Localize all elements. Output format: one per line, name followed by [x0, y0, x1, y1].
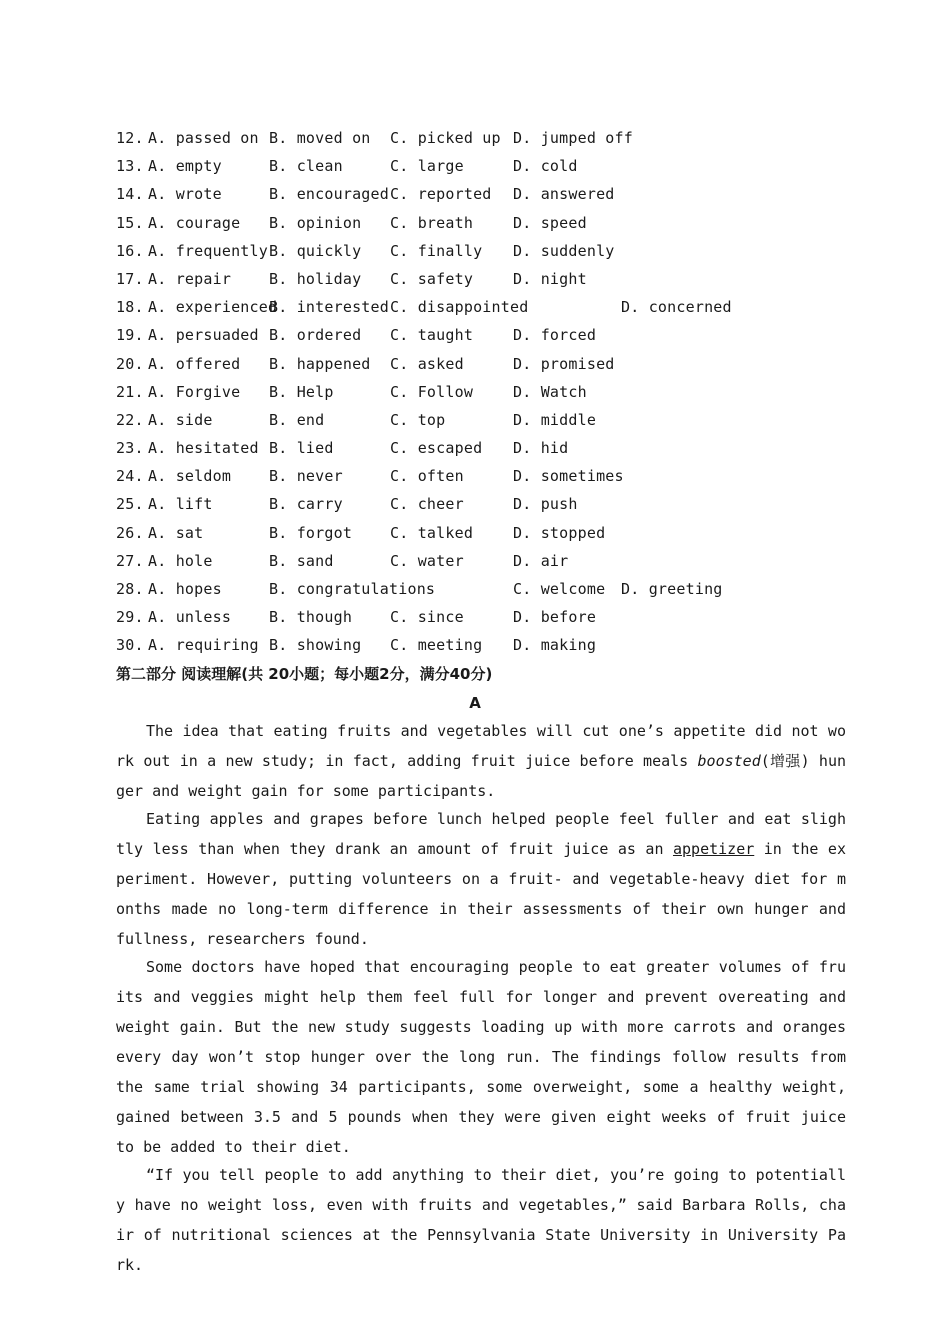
paragraph-2 [116, 804, 846, 954]
option-b: B. congratulations [269, 580, 436, 598]
option-d: D. sometimes [513, 467, 624, 486]
underlined-word: appetizer [672, 840, 755, 858]
choice-row [116, 350, 856, 378]
question-number: 23. [116, 439, 144, 458]
question-number: 18. [116, 298, 144, 317]
section-heading: 第二部分 阅读理解(共 20小题；每小题2分，满分40分) [116, 665, 493, 683]
question-number: 12. [116, 129, 144, 147]
paragraph-1-text: The idea that eating fruits and vegetables will cut one’s appetite did not work out in a new study; in fact, adding fruit juice before meals [116, 722, 846, 770]
question-number: 20. [116, 354, 144, 373]
option-d: D. stopped [513, 523, 606, 542]
option-d: D. before [513, 608, 597, 627]
option-b: B. opinion [269, 213, 362, 232]
option-b: B. sand [269, 551, 334, 570]
choice-row [116, 434, 856, 462]
option-a: A. hesitated [148, 439, 259, 458]
option-b: B. encouraged [269, 185, 389, 204]
option-d: D. greeting [621, 580, 723, 598]
choice-row [116, 180, 856, 208]
option-a: A. offered [148, 354, 241, 373]
choice-row [116, 519, 856, 547]
option-b: B. happened [269, 354, 371, 373]
option-b: B. lied [269, 439, 334, 458]
choice-row [116, 293, 856, 321]
option-a: A. seldom [148, 467, 232, 486]
question-number: 19. [116, 326, 144, 345]
paragraph-2-text-end: in the experiment. However, putting volunteers on a fruit- and vegetable-heavy diet for months made no long-term difference in their assessments of their own hunger and fullness, researchers found. [116, 840, 846, 948]
option-c: C. Follow [390, 382, 474, 401]
cloze-choices [116, 124, 856, 660]
option-b: B. Help [269, 382, 334, 401]
option-a: A. lift [148, 495, 213, 514]
option-c: C. asked [390, 354, 464, 373]
choice-row [116, 631, 856, 659]
paragraph-4: “If you tell people to add anything to their diet, you’re going to potentially have no weight loss, even with fruits and vegetables,” said Barbara Rolls, chair of nutritional sciences at the Pennsylvania State University in University Park. [116, 1166, 846, 1274]
option-b: B. end [269, 410, 325, 429]
option-d: D. cold [513, 157, 578, 176]
choice-row [116, 378, 856, 406]
option-b: B. interested [269, 298, 389, 317]
option-d: D. push [513, 495, 578, 514]
option-d: D. night [513, 269, 587, 288]
reading-passage [116, 716, 846, 1280]
option-a: A. sat [148, 523, 204, 542]
choice-row [116, 321, 856, 349]
option-d: D. forced [513, 326, 597, 345]
choice-row [116, 237, 856, 265]
option-b: B. showing [269, 636, 362, 655]
choice-row [116, 462, 856, 490]
option-c: C. since [390, 608, 464, 627]
choice-row [116, 603, 856, 631]
option-b: B. holiday [269, 269, 362, 288]
question-number: 21. [116, 382, 144, 401]
option-a: A. hopes [148, 580, 222, 598]
choice-row [116, 209, 856, 237]
option-c: C. water [390, 551, 464, 570]
option-c: C. often [390, 467, 464, 486]
option-c: C. meeting [390, 636, 483, 655]
option-d: D. Watch [513, 382, 587, 401]
option-b: B. forgot [269, 523, 353, 542]
option-c: C. cheer [390, 495, 464, 514]
option-a: A. Forgive [148, 382, 241, 401]
option-d: D. concerned [621, 298, 732, 317]
option-a: A. passed on [148, 129, 259, 147]
question-number: 29. [116, 608, 144, 627]
option-c: C. disappointed [390, 298, 529, 317]
option-a: A. side [148, 410, 213, 429]
choice-row [116, 406, 856, 434]
question-number: 15. [116, 213, 144, 232]
option-b: B. moved on [269, 129, 371, 147]
option-b: B. carry [269, 495, 343, 514]
choice-row [116, 575, 856, 603]
option-a: A. courage [148, 213, 241, 232]
option-c: C. taught [390, 326, 474, 345]
option-b: B. ordered [269, 326, 362, 345]
question-number: 22. [116, 410, 144, 429]
paragraph-3: Some doctors have hoped that encouraging people to eat greater volumes of fruits and veggies might help them feel full for longer and prevent overeating and weight gain. But the new study suggests loading up with more carrots and oranges every day won’t stop hunger over the long run. The findings follow results from the same trial showing 34 participants, some overweight, some a healthy weight, gained between 3.5 and 5 pounds when they were given eight weeks of fruit juice to be added to their diet. [116, 958, 846, 1156]
choice-row [116, 152, 856, 180]
option-d: D. answered [513, 185, 615, 204]
option-b: B. quickly [269, 241, 362, 260]
question-number: 30. [116, 636, 144, 655]
option-c: C. picked up [390, 129, 501, 147]
option-a: A. hole [148, 551, 213, 570]
option-d: D. speed [513, 213, 587, 232]
option-a: A. experienced [148, 298, 278, 317]
question-number: 13. [116, 157, 144, 176]
option-a: A. frequently [148, 241, 268, 260]
question-number: 24. [116, 467, 144, 486]
choice-row [116, 490, 856, 518]
paragraph-2-text: Eating apples and grapes before lunch helped people feel fuller and eat slightly less than when they drank an amount of fruit juice as an [116, 810, 846, 858]
italic-word: boosted [697, 752, 761, 770]
paragraph-1-text-end: (增强) hunger and weight gain for some participants. [116, 752, 847, 800]
question-number: 28. [116, 580, 144, 598]
option-c: C. finally [390, 241, 483, 260]
option-c: C. escaped [390, 439, 483, 458]
option-c: C. breath [390, 213, 474, 232]
option-b: B. never [269, 467, 343, 486]
question-number: 26. [116, 523, 144, 542]
option-b: B. though [269, 608, 353, 627]
question-number: 25. [116, 495, 144, 514]
question-number: 27. [116, 551, 144, 570]
option-d: D. making [513, 636, 597, 655]
question-number: 17. [116, 269, 144, 288]
option-d: D. promised [513, 354, 615, 373]
option-d: D. jumped off [513, 129, 633, 147]
option-d: D. hid [513, 439, 569, 458]
option-c: C. large [390, 157, 464, 176]
option-c: C. reported [390, 185, 492, 204]
passage-label: A [469, 694, 481, 712]
option-d: D. middle [513, 410, 597, 429]
option-a: A. wrote [148, 185, 222, 204]
option-c: C. safety [390, 269, 474, 288]
option-a: A. unless [148, 608, 232, 627]
choice-row [116, 547, 856, 575]
choice-row [116, 265, 856, 293]
option-c: C. top [390, 410, 446, 429]
option-a: A. requiring [148, 636, 259, 655]
option-c: C. welcome [513, 580, 606, 598]
question-number: 14. [116, 185, 144, 204]
option-b: B. clean [269, 157, 343, 176]
option-d: D. suddenly [513, 241, 615, 260]
question-number: 16. [116, 241, 144, 260]
option-d: D. air [513, 551, 569, 570]
paragraph-1 [116, 716, 846, 806]
option-a: A. empty [148, 157, 222, 176]
option-a: A. persuaded [148, 326, 259, 345]
option-c: C. talked [390, 523, 474, 542]
option-a: A. repair [148, 269, 232, 288]
choice-row [116, 124, 856, 152]
